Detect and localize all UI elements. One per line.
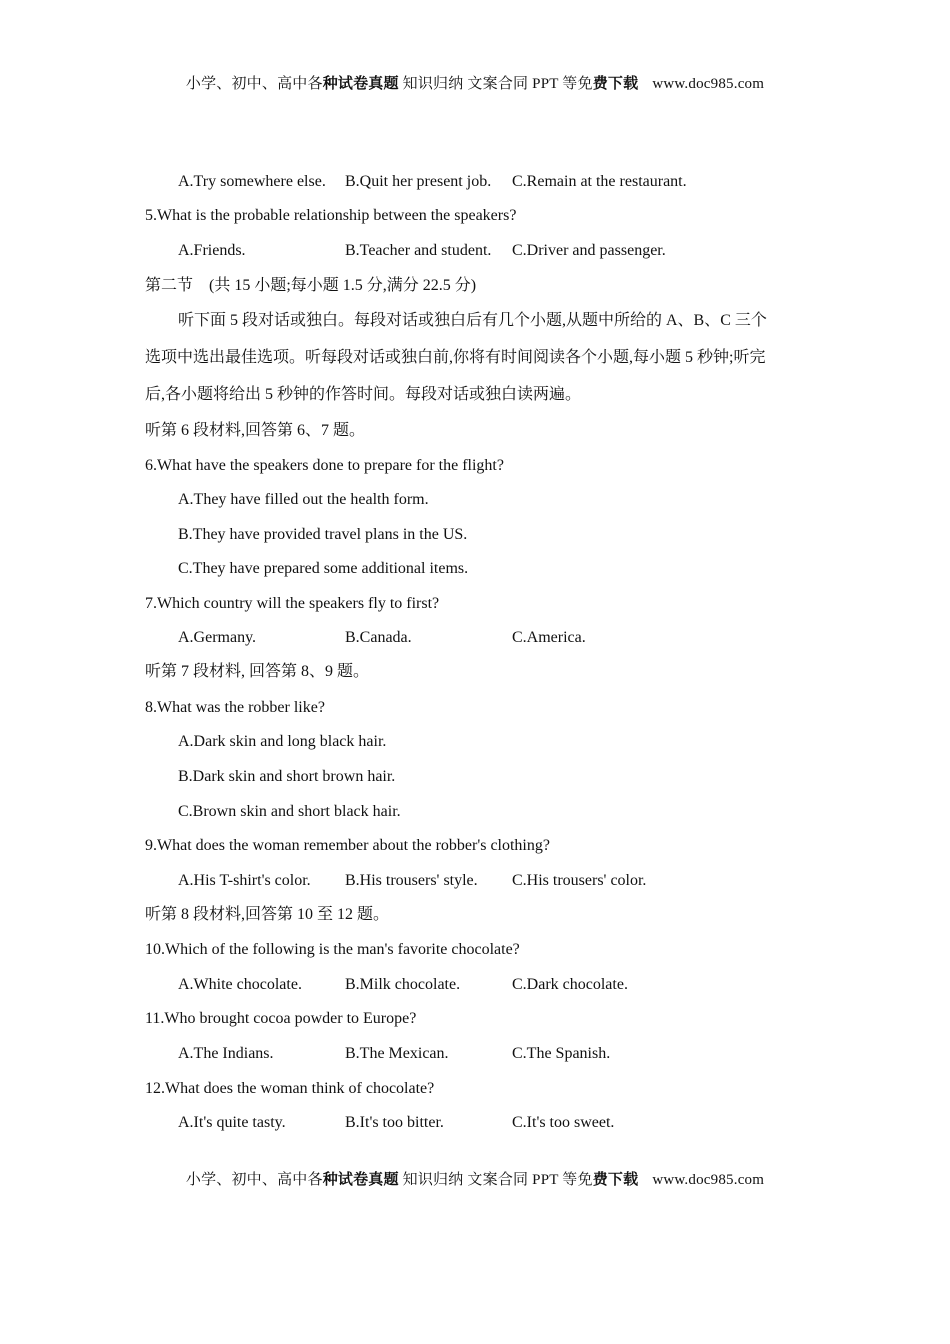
section2-instruction-line-1: 听下面 5 段对话或独白。每段对话或独白后有几个小题,从题中所给的 A、B、C 三个 [178,312,767,329]
material-6-heading: 听第 6 段材料,回答第 6、7 题。 [145,422,366,439]
q9-option-c: C.His trousers' color. [512,872,647,889]
q7-options [178,628,818,648]
header-text-4: 文案合同 PPT 等免 [467,76,593,92]
q6-question: 6.What have the speakers done to prepare for the flight? [145,457,504,474]
footer-url: www.doc985.com [652,1172,765,1188]
q7-option-b: B.Canada. [345,629,412,646]
footer-text-2: 种试卷真题 [322,1172,399,1188]
header-url: www.doc985.com [652,76,765,92]
q11-options [178,1044,818,1064]
q5-option-b: B.Teacher and student. [345,242,492,259]
q8-option-a: A.Dark skin and long black hair. [178,733,387,750]
section2-title: 第二节 (共 15 小题;每小题 1.5 分,满分 22.5 分) [145,277,477,294]
q4-option-a: A.Try somewhere else. [178,173,326,190]
q12-question: 12.What does the woman think of chocolate? [145,1080,435,1097]
material-7-heading: 听第 7 段材料, 回答第 8、9 题。 [145,663,370,680]
q8-option-c: C.Brown skin and short black hair. [178,803,401,820]
q8-question: 8.What was the robber like? [145,699,325,716]
q6-option-b: B.They have provided travel plans in the US. [178,526,468,543]
footer-text-5: 费下载 [592,1172,639,1188]
q4-options [178,172,818,192]
q9-option-b: B.His trousers' style. [345,872,478,889]
q12-options [178,1113,818,1133]
q5-options [178,241,818,261]
q10-question: 10.Which of the following is the man's favorite chocolate? [145,941,520,958]
q7-question: 7.Which country will the speakers fly to first? [145,595,440,612]
q9-question: 9.What does the woman remember about the robber's clothing? [145,837,550,854]
footer-text-4: 文案合同 PPT 等免 [467,1172,593,1188]
q10-option-c: C.Dark chocolate. [512,976,628,993]
q4-option-b: B.Quit her present job. [345,173,492,190]
header-text-1: 小学、初中、高中各 [185,76,323,92]
q11-option-a: A.The Indians. [178,1045,274,1062]
q11-option-c: C.The Spanish. [512,1045,611,1062]
q12-option-c: C.It's too sweet. [512,1114,615,1131]
q12-option-b: B.It's too bitter. [345,1114,444,1131]
q11-question: 11.Who brought cocoa powder to Europe? [145,1010,417,1027]
header-text-3: 知识归纳 [402,76,464,92]
page-header [0,72,950,93]
q5-question: 5.What is the probable relationship between the speakers? [145,207,517,224]
page-footer [0,1168,950,1189]
q12-option-a: A.It's quite tasty. [178,1114,286,1131]
q5-option-c: C.Driver and passenger. [512,242,666,259]
header-text-2: 种试卷真题 [322,76,399,92]
q6-option-c: C.They have prepared some additional items. [178,560,469,577]
q7-option-a: A.Germany. [178,629,257,646]
q10-option-a: A.White chocolate. [178,976,302,993]
q5-option-a: A.Friends. [178,242,246,259]
q10-options [178,975,818,995]
section2-instruction-line-3: 后,各小题将给出 5 秒钟的作答时间。每段对话或独白读两遍。 [145,386,582,403]
q4-option-c: C.Remain at the restaurant. [512,173,687,190]
q11-option-b: B.The Mexican. [345,1045,449,1062]
q10-option-b: B.Milk chocolate. [345,976,461,993]
q9-option-a: A.His T-shirt's color. [178,872,311,889]
section2-instruction-line-2: 选项中选出最佳选项。听每段对话或独白前,你将有时间阅读各个小题,每小题 5 秒钟;听完 [145,349,766,366]
header-text-5: 费下载 [592,76,639,92]
q8-option-b: B.Dark skin and short brown hair. [178,768,396,785]
footer-text-1: 小学、初中、高中各 [185,1172,323,1188]
material-8-heading: 听第 8 段材料,回答第 10 至 12 题。 [145,906,390,923]
footer-text-3: 知识归纳 [402,1172,464,1188]
q6-option-a: A.They have filled out the health form. [178,491,429,508]
q9-options [178,871,818,891]
q7-option-c: C.America. [512,629,586,646]
